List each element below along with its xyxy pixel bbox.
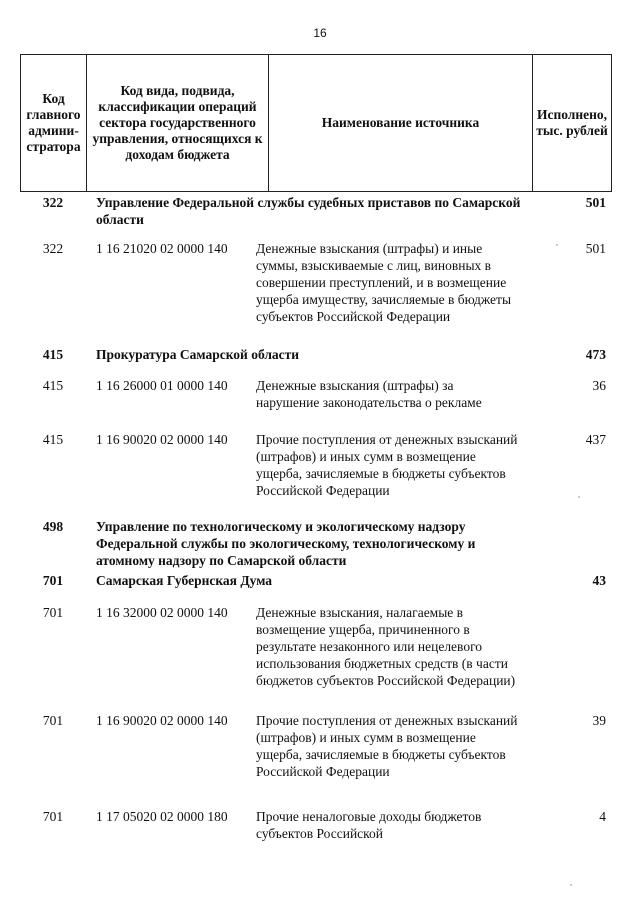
admin-code: 415 bbox=[42, 347, 64, 362]
classification-code: 1 16 26000 01 0000 140 bbox=[96, 378, 228, 393]
classification-code: 1 16 21020 02 0000 140 bbox=[96, 241, 228, 256]
administrator-name: Управление Федеральной службы судебных приставов по Самарской области bbox=[96, 195, 521, 227]
admin-code: 498 bbox=[42, 519, 64, 534]
admin-code: 701 bbox=[42, 713, 64, 728]
executed-amount: 501 bbox=[585, 241, 606, 256]
administrator-name: Прокуратура Самарской области bbox=[96, 347, 300, 362]
source-name: Прочие поступления от денежных взысканий (штрафов) и иных сумм в возмещение ущерба, зачисляемые в бюджеты субъектов Российской Федерации bbox=[256, 713, 518, 779]
scan-speck bbox=[556, 244, 558, 246]
source-name: Прочие поступления от денежных взысканий (штрафов) и иных сумм в возмещение ущерба, зачисляемые в бюджеты субъектов Российской Федерации bbox=[256, 432, 518, 498]
admin-code: 701 bbox=[42, 809, 64, 824]
header-executed-amount: Исполнено, тыс. рублей bbox=[536, 107, 608, 138]
source-name: Денежные взыскания (штрафы) за нарушение законодательства о рекламе bbox=[256, 378, 482, 410]
admin-code: 415 bbox=[42, 432, 64, 447]
classification-code: 1 17 05020 02 0000 180 bbox=[96, 809, 228, 824]
header-classification-code: Код вида, подвида, классификации операций сектора государственного управления, относящихся к доходам бюджета bbox=[87, 55, 269, 191]
executed-amount: 501 bbox=[585, 195, 606, 210]
executed-amount: 36 bbox=[592, 378, 606, 393]
administrator-name: Самарская Губернская Дума bbox=[96, 573, 273, 588]
source-name: Денежные взыскания (штрафы) и иные суммы, взыскиваемые с лиц, виновных в совершении преступлений, и в возмещение ущерба имуществу, зачисляемые в бюджеты субъектов Российской Федерации bbox=[256, 241, 512, 324]
admin-code: 322 bbox=[42, 241, 64, 256]
executed-amount: 437 bbox=[585, 432, 606, 447]
admin-code: 415 bbox=[42, 378, 64, 393]
admin-code: 322 bbox=[42, 195, 64, 210]
header-admin-code: Код главного администратора bbox=[21, 55, 87, 191]
executed-amount: 39 bbox=[592, 713, 606, 728]
source-name: Денежные взыскания, налагаемые в возмещение ущерба, причиненного в результате незаконного или нецелевого использования бюджетных средств (в части бюджетов субъектов Российской Федерации) bbox=[256, 605, 516, 688]
executed-amount: 4 bbox=[599, 809, 606, 824]
executed-amount: 43 bbox=[592, 573, 606, 588]
classification-code: 1 16 90020 02 0000 140 bbox=[96, 713, 228, 728]
source-name: Прочие неналоговые доходы бюджетов субъектов Российской bbox=[256, 809, 482, 841]
administrator-name: Управление по технологическому и экологическому надзору Федеральной службы по экологическому, технологическому и атомному надзору по Самарской области bbox=[96, 519, 476, 568]
header-source-name: Наименование источника bbox=[269, 55, 533, 191]
table-header bbox=[20, 54, 612, 192]
admin-code: 701 bbox=[42, 573, 64, 588]
executed-amount: 473 bbox=[585, 347, 606, 362]
admin-code: 701 bbox=[42, 605, 64, 620]
scan-speck bbox=[578, 496, 580, 498]
classification-code: 1 16 32000 02 0000 140 bbox=[96, 605, 228, 620]
page-number: 16 bbox=[313, 26, 327, 40]
scan-speck bbox=[570, 884, 572, 886]
classification-code: 1 16 90020 02 0000 140 bbox=[96, 432, 228, 447]
